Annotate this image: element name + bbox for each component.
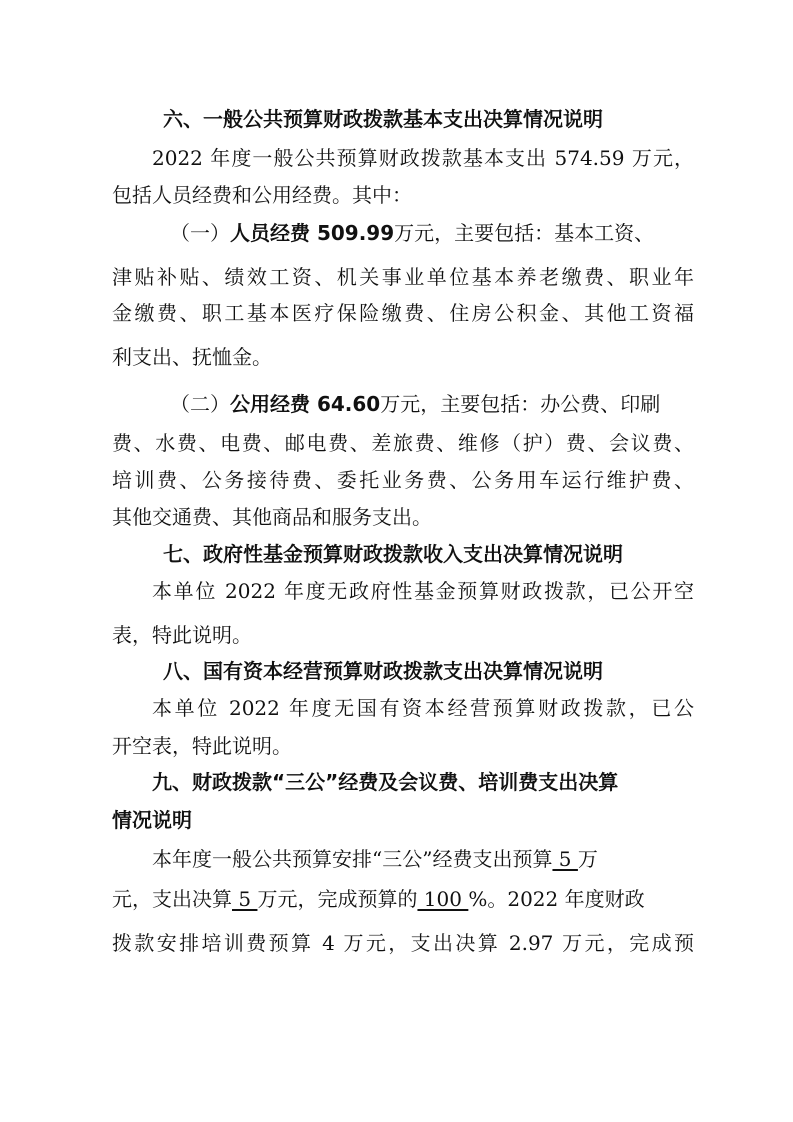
- section-9-paragraph-line: [112, 885, 694, 913]
- section-8-paragraph-line: 开空表，特此说明。: [112, 734, 292, 758]
- personnel-expense-amount: 人员经费 509.99: [230, 221, 395, 245]
- personnel-expense-line: 津贴补贴、绩效工资、机关事业单位基本养老缴费、职业年: [112, 265, 694, 289]
- personnel-expense-line: 金缴费、职工基本医疗保险缴费、住房公积金、其他工资福: [112, 301, 694, 325]
- text-span: 本年度一般公共预算安排“三公”经费支出预算: [152, 847, 553, 871]
- personnel-expense-item: [170, 219, 694, 247]
- public-expense-line: 培训费、公务接待费、委托业务费、公务用车运行维护费、: [112, 468, 694, 492]
- section-9-heading-cont: 情况说明: [112, 808, 192, 832]
- personnel-expense-line: 利支出、抚恤金。: [112, 345, 272, 369]
- text-span: 万: [577, 847, 598, 871]
- section-9-paragraph-line: [152, 845, 694, 873]
- public-expense-item: [170, 390, 694, 418]
- text-span: 万元，完成预算的: [257, 887, 418, 911]
- text-span: 元，支出决算: [112, 887, 232, 911]
- section-6-heading: 六、一般公共预算财政拨款基本支出决算情况说明: [163, 107, 603, 131]
- public-expense-line: 其他交通费、其他商品和服务支出。: [112, 505, 432, 529]
- section-9-paragraph-line: 拨款安排培训费预算 4 万元，支出决算 2.97 万元，完成预: [112, 931, 694, 955]
- section-6-paragraph-line: 2022 年度一般公共预算财政拨款基本支出 574.59 万元，: [152, 146, 694, 170]
- budget-amount: 5: [552, 847, 578, 871]
- public-expense-line: 费、水费、电费、邮电费、差旅费、维修（护）费、会议费、: [112, 431, 694, 455]
- item-text: 万元，主要包括：办公费、印刷: [380, 392, 661, 416]
- text-span: %。2022 年度财政: [468, 887, 645, 911]
- actual-amount: 5: [232, 887, 258, 911]
- item-text: 万元，主要包括：基本工资、: [394, 221, 655, 245]
- section-8-paragraph-line: 本单位 2022 年度无国有资本经营预算财政拨款，已公: [152, 696, 694, 720]
- section-7-paragraph-line: 表，特此说明。: [112, 623, 252, 647]
- section-7-heading: 七、政府性基金预算财政拨款收入支出决算情况说明: [163, 542, 623, 566]
- item-prefix: （二）: [170, 392, 230, 416]
- section-8-heading: 八、国有资本经营预算财政拨款支出决算情况说明: [163, 659, 603, 683]
- public-expense-amount: 公用经费 64.60: [230, 392, 381, 416]
- section-7-paragraph-line: 本单位 2022 年度无政府性基金预算财政拨款，已公开空: [152, 579, 694, 603]
- section-6-paragraph-line: 包括人员经费和公用经费。其中：: [112, 183, 412, 207]
- item-prefix: （一）: [170, 221, 230, 245]
- completion-rate: 100: [417, 887, 469, 911]
- section-9-heading: 九、财政拨款“三公”经费及会议费、培训费支出决算: [152, 770, 619, 794]
